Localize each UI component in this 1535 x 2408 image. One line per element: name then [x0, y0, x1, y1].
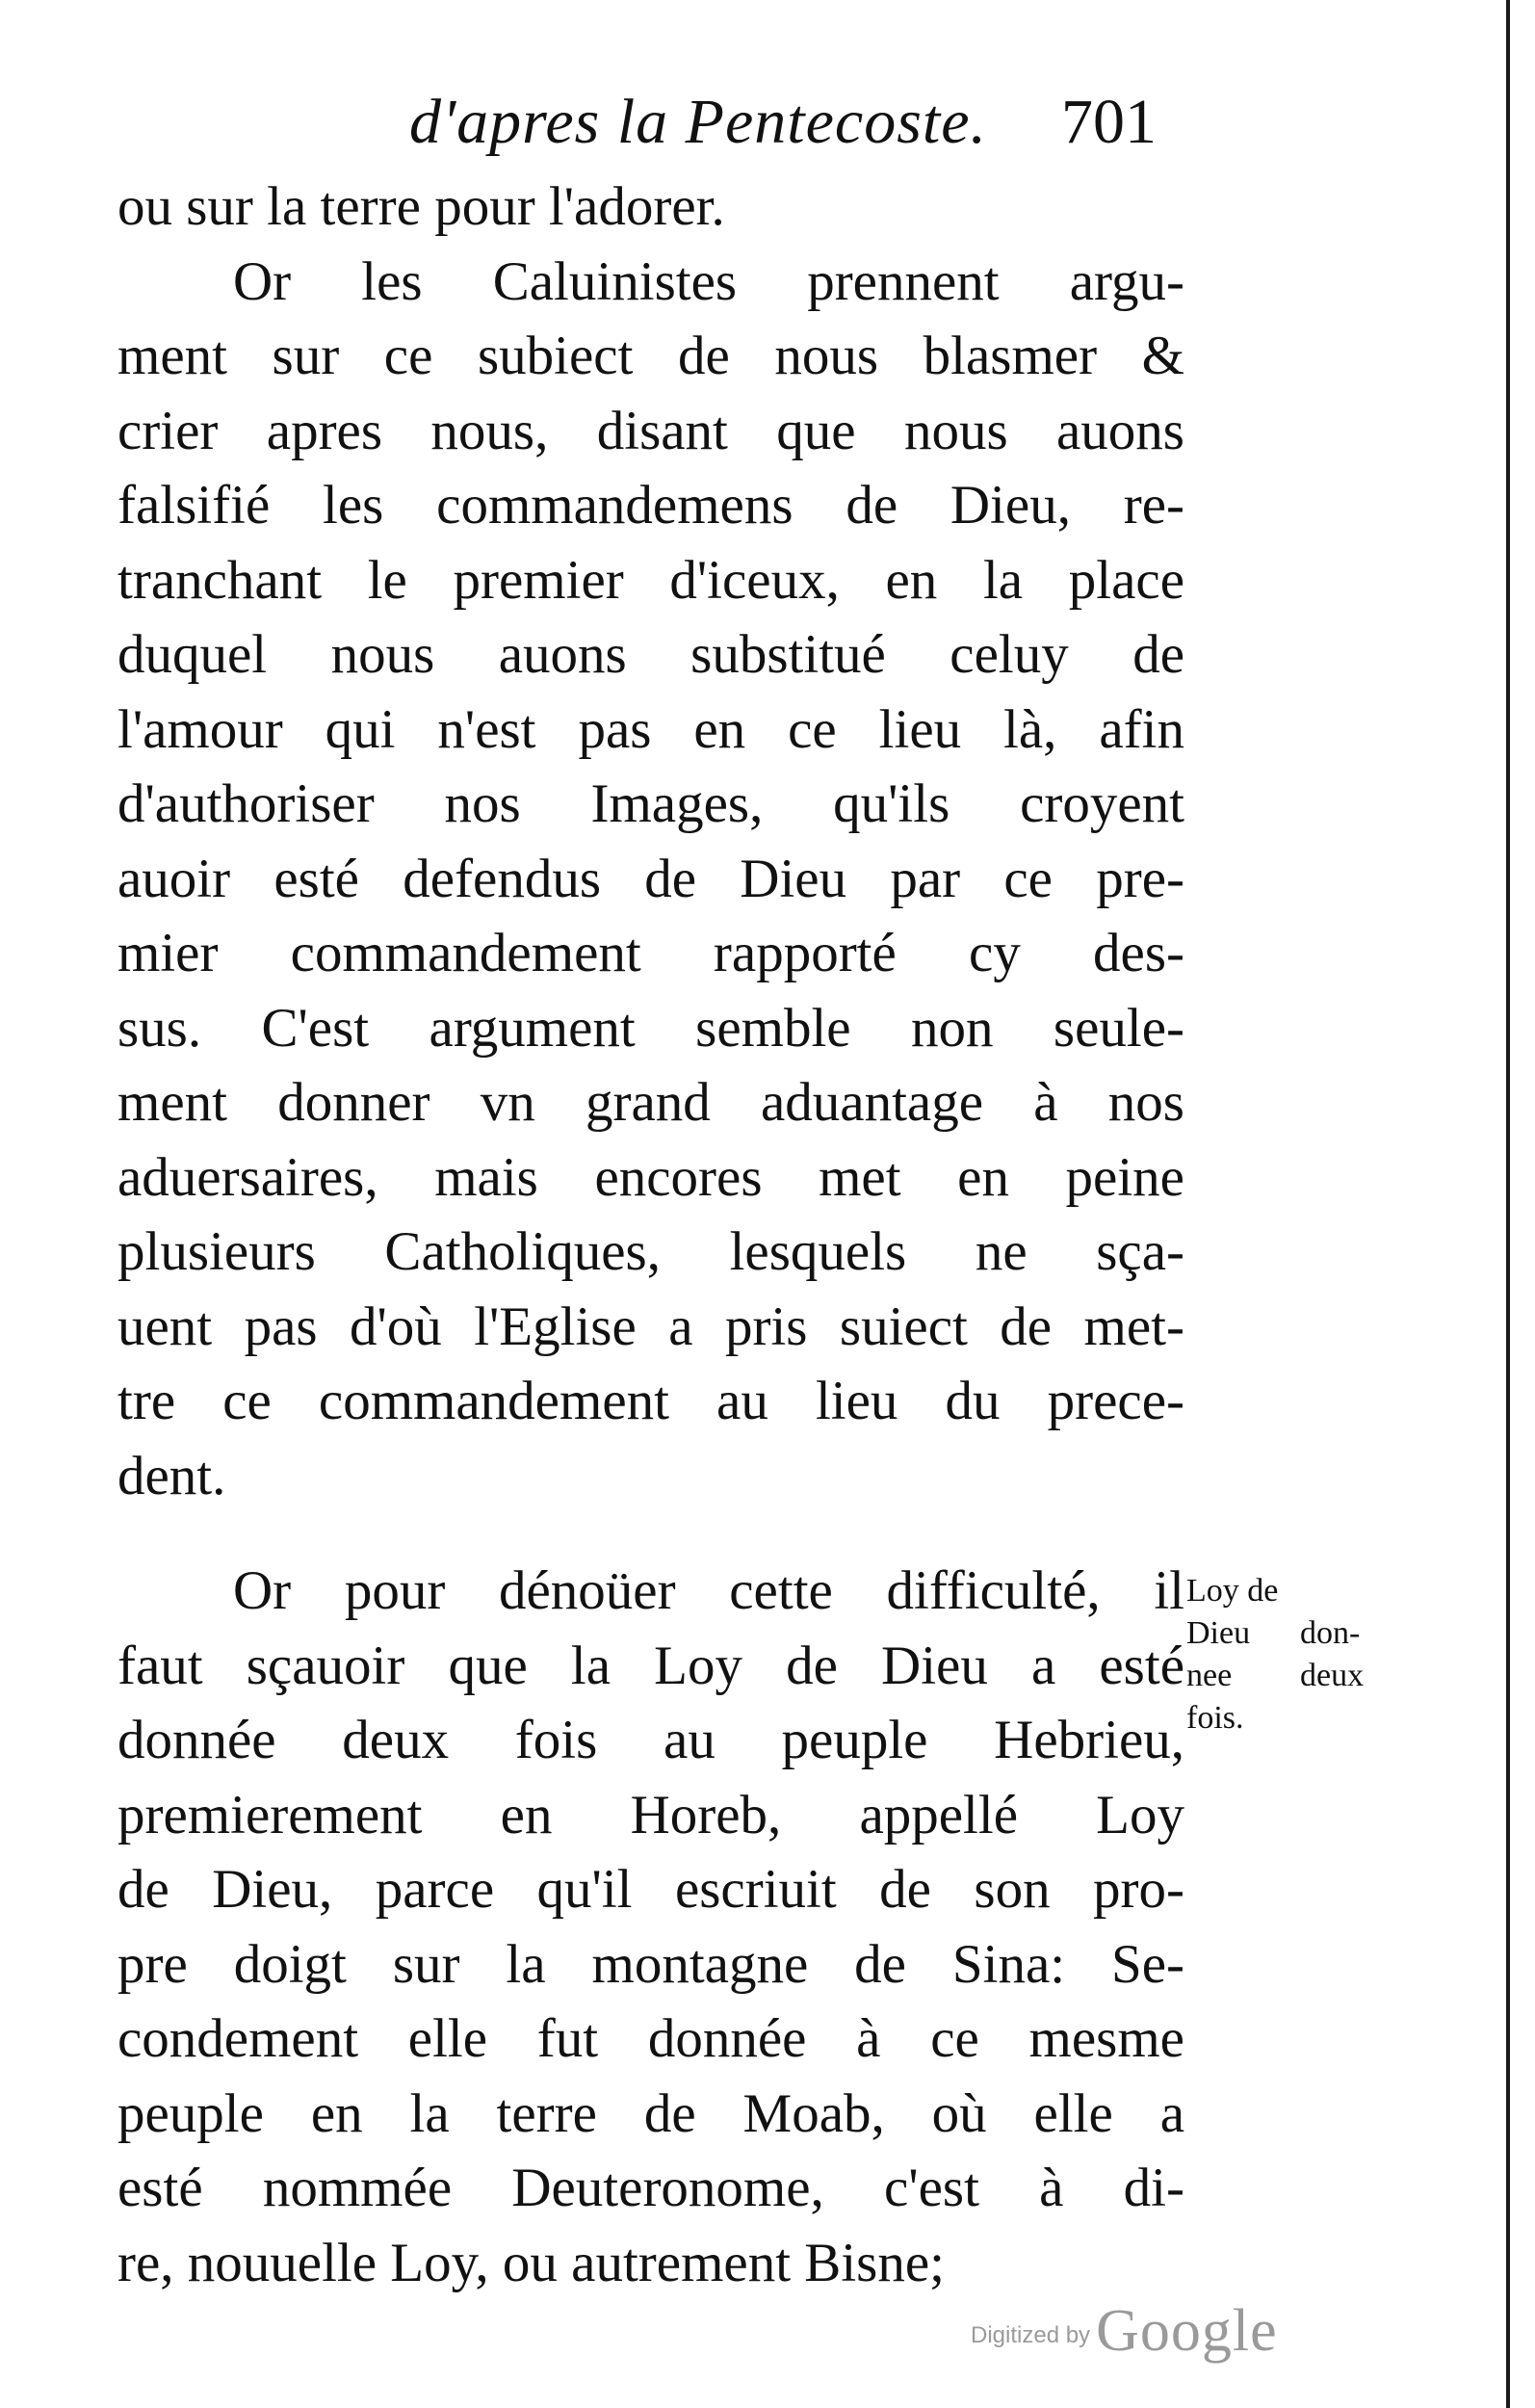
margin-note-word: don- — [1300, 1615, 1361, 1651]
margin-note-line — [1186, 1612, 1398, 1655]
paragraph-gap — [117, 1513, 1184, 1554]
text-line: falsifié les commandemens de Dieu, re- — [117, 475, 1184, 536]
text-line: auoir esté defendus de Dieu par ce pre- — [117, 848, 1184, 909]
margin-note-word: deux — [1300, 1658, 1365, 1693]
text-line: re, nouuelle Loy, ou autrement Bisne; — [117, 2232, 945, 2293]
text-line: tranchant le premier d'iceux, en la place — [117, 549, 1184, 611]
text-line: de Dieu, parce qu'il escriuit de son pro- — [117, 1859, 1184, 1920]
text-line: peuple en la terre de Moab, où elle a — [117, 2082, 1184, 2144]
text-line: condement elle fut donnée à ce mesme — [117, 2008, 1184, 2069]
text-line: sus. C'est argument semble non seule- — [117, 997, 1184, 1059]
margin-note-line — [1186, 1655, 1398, 1697]
text-line: Or les Caluinistes prennent argu- — [233, 250, 1184, 312]
text-line: ou sur la terre pour l'adorer. — [117, 176, 725, 237]
text-line: d'authoriser nos Images, qu'ils croyent — [117, 773, 1184, 834]
watermark-digitized-by: Digitized by — [971, 2322, 1091, 2348]
binding-edge — [1506, 0, 1510, 2408]
margin-note-word: Dieu — [1186, 1615, 1251, 1651]
body-text — [117, 170, 1184, 2300]
text-line: premierement en Horeb, appellé Loy — [117, 1784, 1184, 1845]
text-line: Or pour dénoüer cette difficulté, il — [233, 1560, 1184, 1621]
digitization-watermark — [971, 2297, 1278, 2366]
text-line: uent pas d'où l'Eglise a pris suiect de met- — [117, 1296, 1184, 1357]
text-line: faut sçauoir que la Loy de Dieu a esté — [117, 1635, 1184, 1696]
text-line: mier commandement rapporté cy des- — [117, 923, 1184, 983]
text-line: pre doigt sur la montagne de Sina: Se- — [117, 1933, 1184, 1995]
text-line: duquel nous auons substitué celuy de — [117, 624, 1184, 685]
text-line: tre ce commandement au lieu du prece- — [117, 1371, 1184, 1431]
running-title: d'apres la Pentecoste. — [409, 87, 988, 157]
text-line: l'amour qui n'est pas en ce lieu là, afin — [117, 698, 1184, 760]
page-number: 701 — [1061, 87, 1157, 157]
watermark-google-logo: Google — [1096, 2298, 1278, 2364]
margin-note — [1186, 1570, 1398, 1740]
text-line: aduersaires, mais encores met en peine — [117, 1146, 1184, 1208]
text-line: esté nommée Deuteronome, c'est à di- — [117, 2158, 1184, 2218]
page-header — [0, 79, 1535, 166]
text-line: dent. — [117, 1445, 226, 1506]
margin-note-word: nee — [1186, 1658, 1233, 1693]
text-line: plusieurs Catholiques, lesquels ne sça- — [117, 1221, 1184, 1282]
margin-note-line: Loy de — [1186, 1573, 1279, 1609]
text-line: ment donner vn grand aduantage à nos — [117, 1072, 1184, 1133]
text-line: crier apres nous, disant que nous auons — [117, 400, 1184, 461]
text-line: ment sur ce subiect de nous blasmer & — [117, 326, 1184, 386]
margin-note-line: fois. — [1186, 1700, 1244, 1736]
text-line: donnée deux fois au peuple Hebrieu, — [117, 1710, 1184, 1770]
